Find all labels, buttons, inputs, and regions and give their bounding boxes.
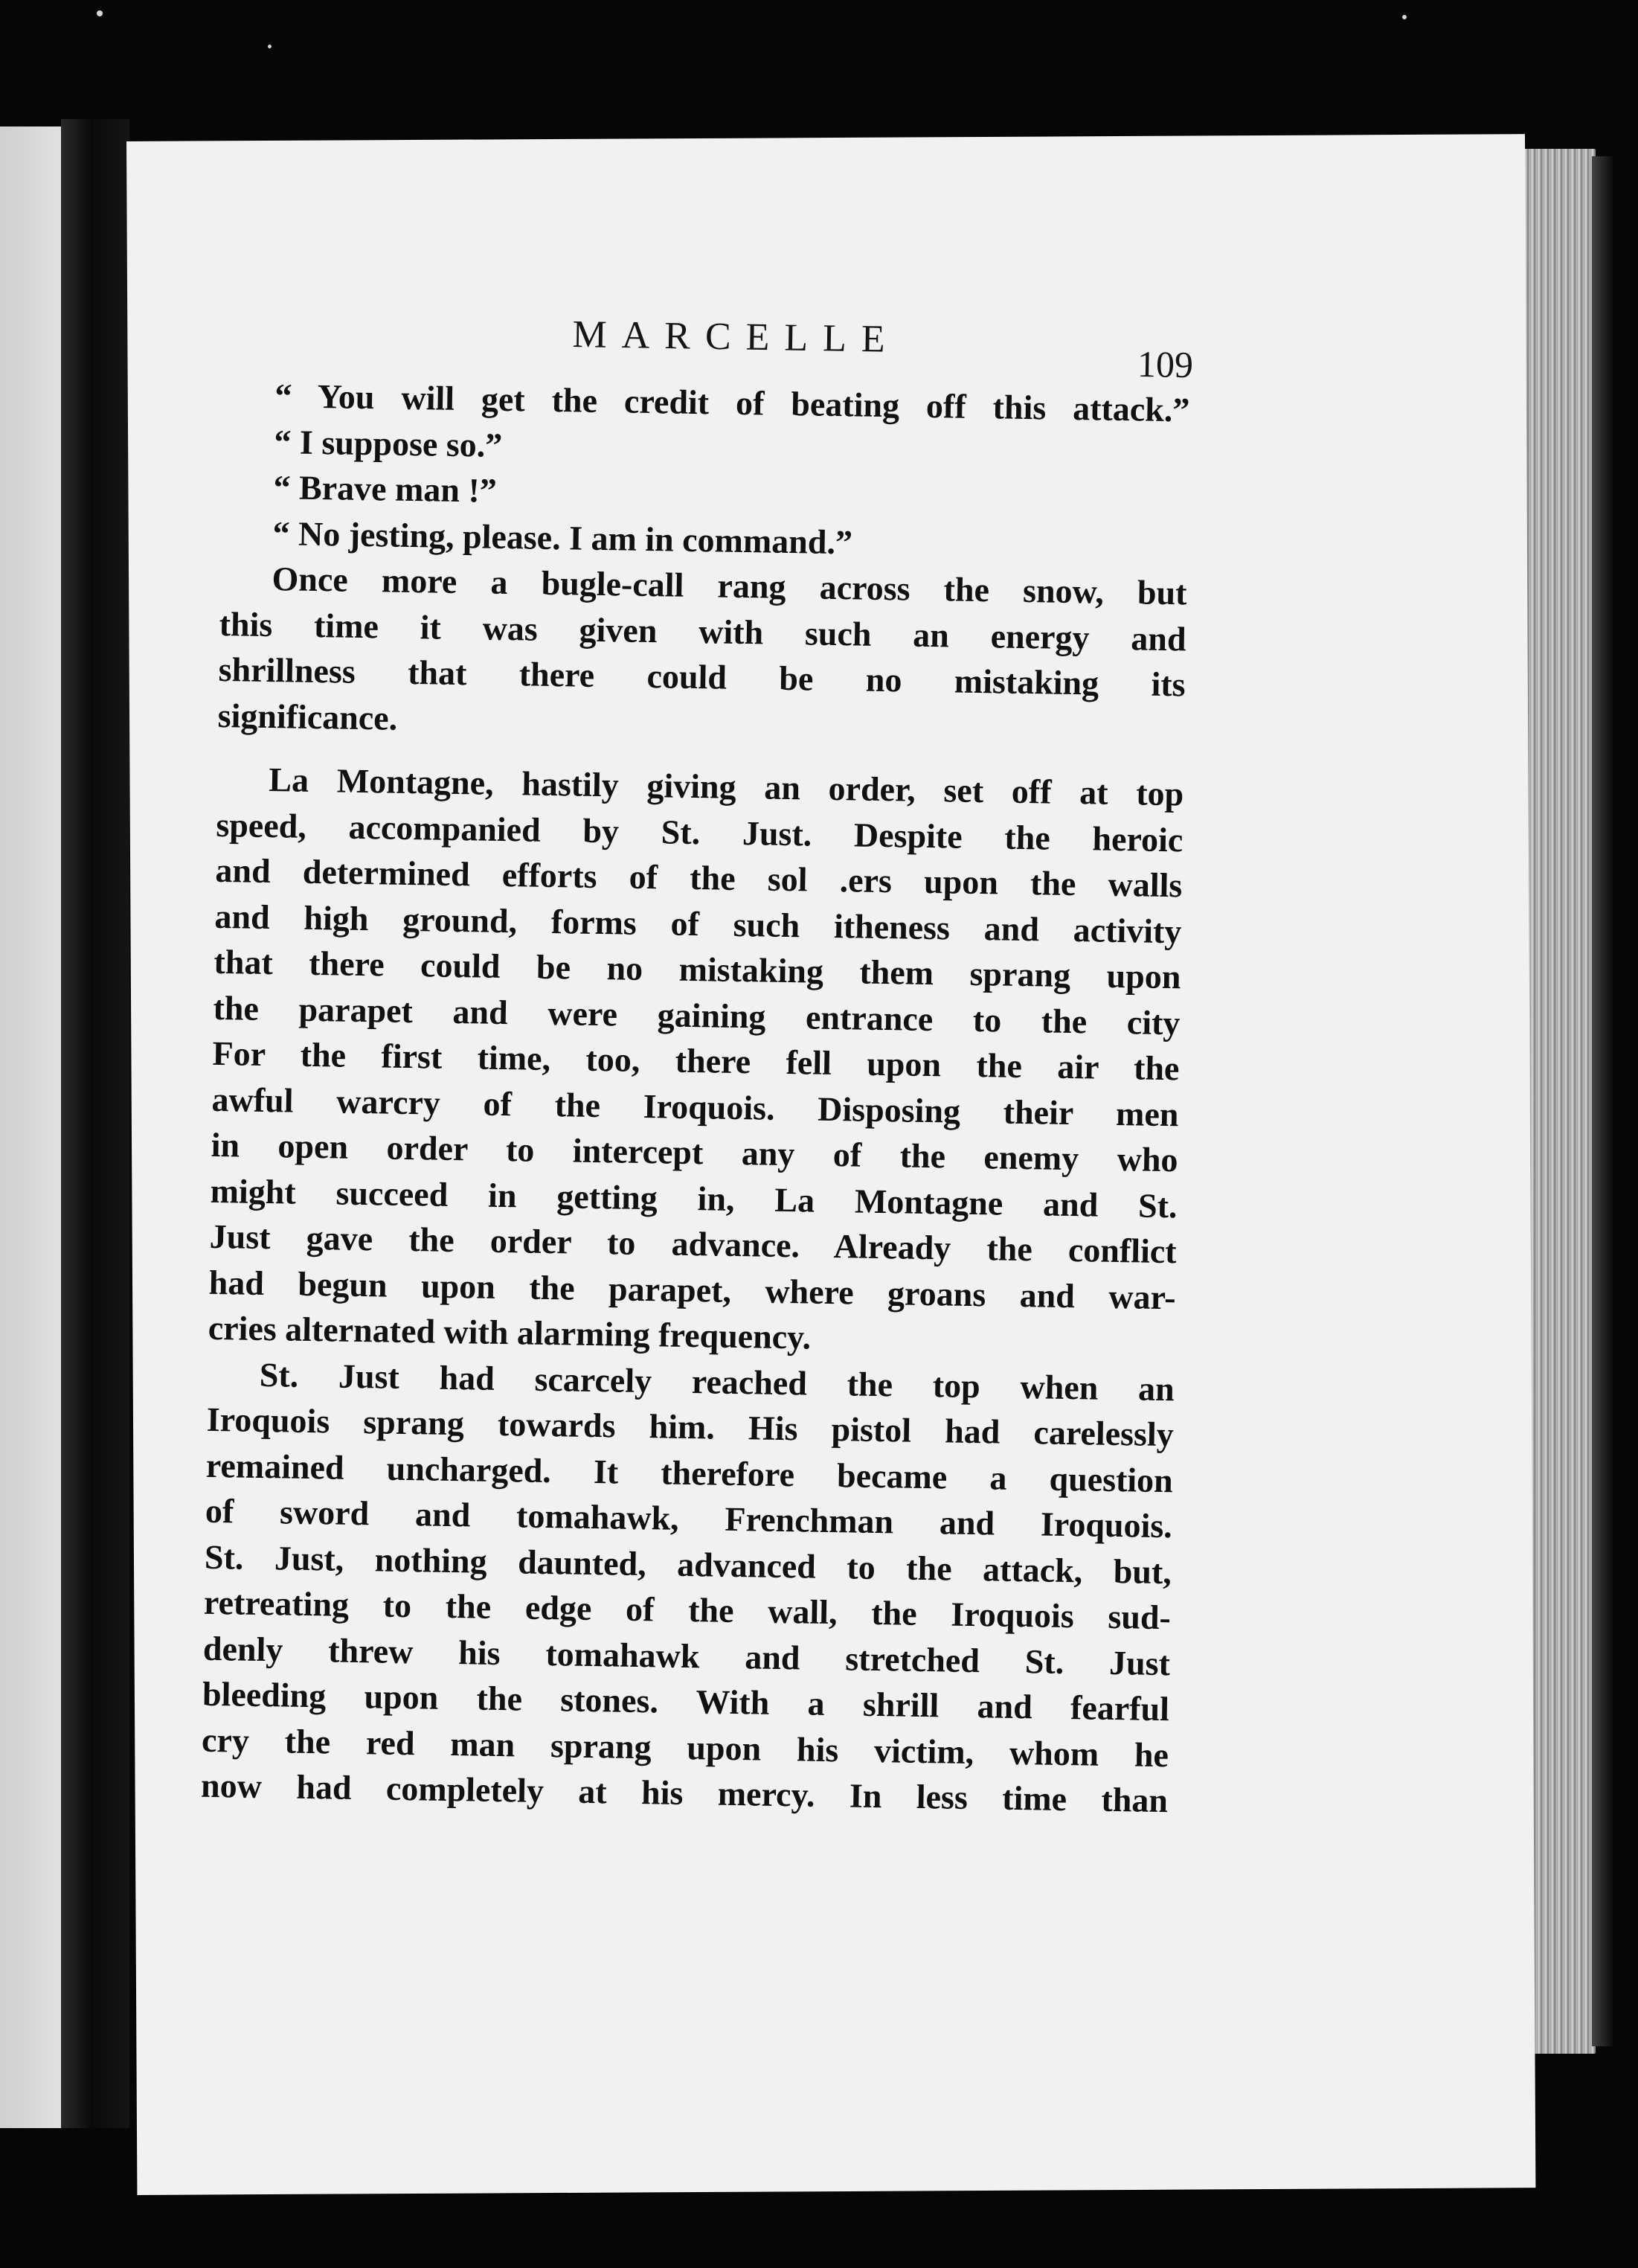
text-line: retreating to the edge of the wall, the Iroquois sud- bbox=[203, 1583, 1172, 1637]
scan-speck bbox=[1402, 15, 1407, 19]
text-line: “ Brave man !” bbox=[273, 468, 498, 510]
text-line: “ You will get the credit of beating off this attack.” bbox=[274, 377, 1190, 429]
text-line: remained uncharged. It therefore became a question bbox=[205, 1446, 1174, 1499]
text-line: La Montagne, hastily giving an order, set off at top bbox=[269, 760, 1184, 813]
scan-speck bbox=[268, 45, 272, 48]
text-line: “ No jesting, please. I am in command.” bbox=[272, 513, 853, 561]
text-line: might succeed in getting in, La Montagne and St. bbox=[210, 1171, 1178, 1225]
text-line: Just gave the order to advance. Already the conflict bbox=[209, 1217, 1177, 1271]
page-block-shadow bbox=[1592, 156, 1613, 2046]
text-line: of sword and tomahawk, Frenchman and Iroquois. bbox=[205, 1491, 1173, 1545]
text-line: and determined efforts of the sol .ers upon the walls bbox=[215, 850, 1183, 905]
text-line: had begun upon the parapet, where groans and war- bbox=[208, 1263, 1177, 1316]
text-line: now had completely at his mercy. In less time than bbox=[200, 1766, 1169, 1820]
text-line: Iroquois sprang towards him. His pistol had carelessly bbox=[206, 1400, 1175, 1454]
text-line: speed, accompanied by St. Just. Despite the heroic bbox=[216, 805, 1183, 859]
text-line: significance. bbox=[217, 696, 398, 737]
page-number: 109 bbox=[1137, 342, 1194, 386]
text-line: in open order to intercept any of the enemy who bbox=[211, 1125, 1178, 1179]
text-line: denly threw his tomahawk and stretched St. Just bbox=[202, 1629, 1171, 1682]
text-line: “ I suppose so.” bbox=[274, 422, 503, 464]
body-text bbox=[201, 372, 1190, 1824]
text-line: shrillness that there could be no mistaking its bbox=[218, 650, 1186, 704]
text-line: this time it was given with such an energy and bbox=[219, 604, 1186, 658]
text-line: For the first time, too, there fell upon the air the bbox=[212, 1034, 1180, 1088]
running-title: MARCELLE bbox=[572, 313, 901, 361]
text-line: the parapet and were gaining entrance to the city bbox=[213, 988, 1181, 1042]
text-line: Once more a bugle-call rang across the snow, but bbox=[272, 560, 1187, 612]
book-gutter bbox=[61, 119, 129, 2128]
text-line: cry the red man sprang upon his victim, whom he bbox=[201, 1720, 1169, 1774]
text-line: cries alternated with alarming frequency. bbox=[208, 1308, 812, 1356]
text-line: bleeding upon the stones. With a shrill and fearful bbox=[202, 1674, 1170, 1729]
text-line: and high ground, forms of such itheness and activity bbox=[214, 897, 1182, 950]
scan-speck bbox=[97, 10, 103, 16]
text-line: St. Just, nothing daunted, advanced to the attack, but, bbox=[204, 1537, 1172, 1591]
text-line: that there could be no mistaking them sprang upon bbox=[213, 942, 1181, 996]
text-line: awful warcry of the Iroquois. Disposing their men bbox=[211, 1080, 1179, 1133]
text-line: St. Just had scarcely reached the top when an bbox=[259, 1355, 1175, 1408]
